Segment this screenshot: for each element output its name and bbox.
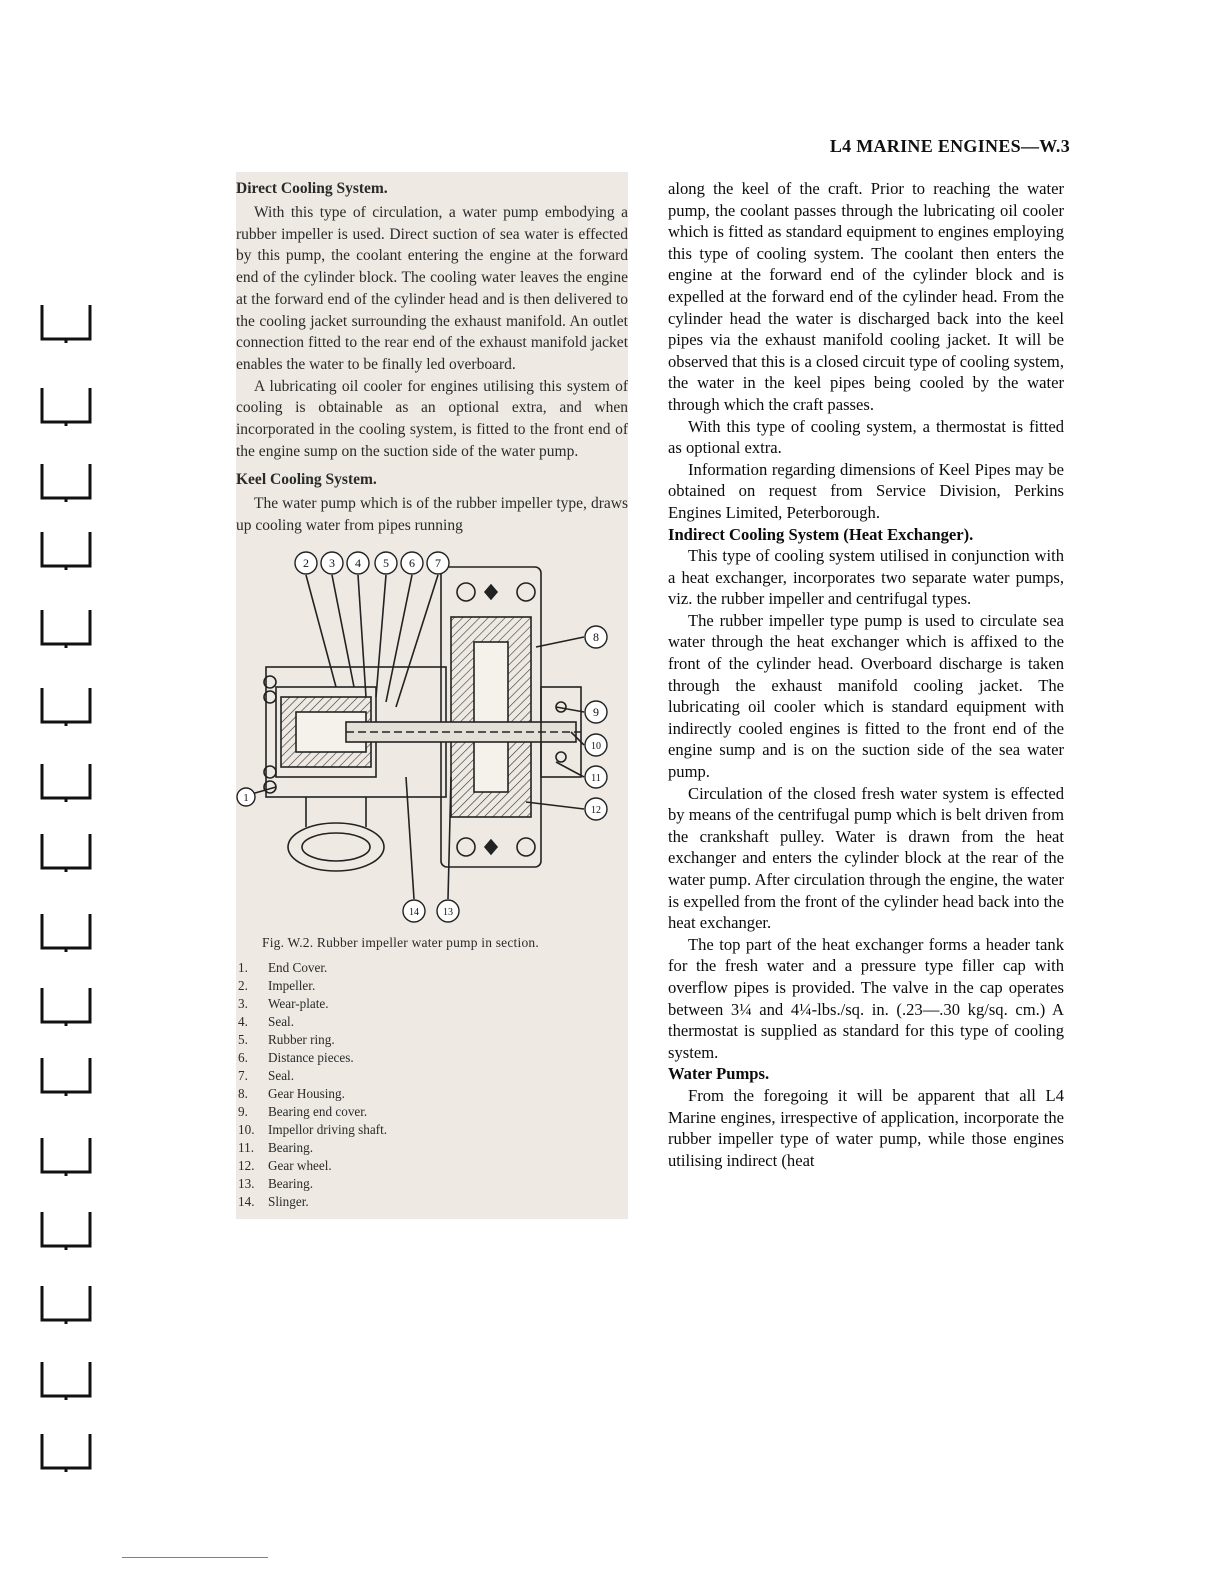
heading-indirect-cooling: Indirect Cooling System (Heat Exchanger). [668, 524, 974, 544]
legend-item: 11. Bearing. [238, 1139, 314, 1155]
legend-item: 6. Distance pieces. [238, 1049, 354, 1065]
svg-text:4: 4 [355, 555, 361, 570]
svg-text:8: 8 [593, 629, 599, 644]
legend-item: 12. Gear wheel. [238, 1157, 332, 1173]
heading-keel-cooling: Keel Cooling System. [236, 471, 377, 489]
callout-10 [585, 734, 607, 756]
callout-6 [401, 552, 423, 574]
binder-mark-icon [40, 303, 92, 343]
svg-text:9: 9 [593, 704, 599, 719]
legend-item: 7. Seal. [238, 1067, 295, 1083]
binder-mark-icon [40, 832, 92, 872]
binder-mark-icon [40, 1136, 92, 1176]
figure-caption: Fig. W.2. Rubber impeller water pump in section. [262, 934, 539, 950]
callout-2 [295, 552, 317, 574]
paragraph: along the keel of the craft. Prior to reaching the water pump, the coolant passes through the lubricating oil cooler which is fitted as standard equipment to engines employing this type of cooling system. The coolant then enters the engine at the forward end of the cylinder block and is expelled at the forward end of the cylinder head. From the cylinder head the water is discharged back into the keel pipes via the exhaust manifold cooling jacket. It will be observed that this is a closed circuit type of cooling system, the water in the keel pipes being cooled by the water through which the craft passes. [668, 179, 1064, 414]
legend-item: 9. Bearing end cover. [238, 1103, 368, 1119]
paragraph: This type of cooling system utilised in conjunction with a heat exchanger, incorporates two separate water pumps, viz. the rubber impeller and centrifugal types. [668, 546, 1064, 609]
binder-mark-icon [40, 1432, 92, 1472]
svg-text:13: 13 [443, 906, 453, 918]
paragraph: The water pump which is of the rubber impeller type, draws up cooling water from pipes running [236, 495, 628, 535]
binder-mark-icon [40, 462, 92, 502]
pump-drawing [236, 547, 628, 927]
svg-text:11: 11 [591, 772, 601, 784]
callout-13 [437, 900, 459, 922]
paragraph: From the foregoing it will be apparent that all L4 Marine engines, irrespective of application, incorporate the rubber impeller type of water pump, while those engines utilising indirect (heat [668, 1085, 1064, 1170]
right-column [668, 178, 1064, 1171]
callout-9 [585, 701, 607, 723]
paragraph: A lubricating oil cooler for engines utilising this system of cooling is obtainable as an optional extra, and when incorporated in the cooling system, is fitted to the front end of the engine sump on the suction side of the water pump. [236, 377, 628, 460]
callout-7 [427, 552, 449, 574]
legend-item: 10. Impellor driving shaft. [238, 1121, 388, 1137]
svg-text:2: 2 [303, 555, 309, 570]
legend-item: 4. Seal. [238, 1013, 295, 1029]
binder-mark-icon [40, 1056, 92, 1096]
binder-mark-icon [40, 986, 92, 1026]
svg-text:14: 14 [409, 906, 419, 918]
callout-3 [321, 552, 343, 574]
legend-item: 2. Impeller. [238, 977, 316, 993]
legend-item: 14. Slinger. [238, 1193, 309, 1209]
paragraph: With this type of circulation, a water pump embodying a rubber impeller is used. Direct suction of sea water is effected by this pump, the coolant entering the engine at the forward end of the cylinder block. The cooling water leaves the engine at the forward end of the cylinder head and is then delivered to the cooling jacket surrounding the exhaust manifold. An outlet connection fitted to the rear end of the exhaust manifold jacket enables the water to be finally led overboard. [236, 204, 628, 373]
callout-12 [585, 798, 607, 820]
paragraph: Circulation of the closed fresh water system is effected by means of the centrifugal pump which is belt driven from the crankshaft pulley. Water is drawn from the heat exchanger and enters the cylinder block at the rear of the water pump. After circulation through the engine, the water is expelled from the front of the cylinder head back into the heat exchanger. [668, 783, 1064, 933]
paragraph: With this type of cooling system, a thermostat is fitted as optional extra. [668, 416, 1064, 458]
binder-mark-icon [40, 762, 92, 802]
callout-14 [403, 900, 425, 922]
svg-text:6: 6 [409, 555, 415, 570]
binder-mark-icon [40, 608, 92, 648]
running-head: L4 MARINE ENGINES—W.3 [829, 136, 1070, 156]
heading-water-pumps: Water Pumps. [668, 1064, 770, 1084]
callout-5 [375, 552, 397, 574]
svg-text:7: 7 [435, 555, 441, 570]
heading-direct-cooling: Direct Cooling System. [236, 180, 388, 197]
svg-text:1: 1 [243, 791, 249, 804]
svg-text:3: 3 [329, 555, 335, 570]
legend-item: 3. Wear-plate. [238, 995, 329, 1011]
binder-mark-icon [40, 686, 92, 726]
callout-4 [347, 552, 369, 574]
binder-mark-icon [40, 1284, 92, 1324]
binder-mark-icon [40, 1210, 92, 1250]
binder-mark-icon [40, 912, 92, 952]
svg-text:12: 12 [591, 804, 601, 816]
callout-11 [585, 766, 607, 788]
callout-1 [237, 788, 255, 806]
pump-section-diagram [236, 547, 628, 927]
legend-item: 8. Gear Housing. [238, 1085, 345, 1101]
legend-item: 13. Bearing. [238, 1175, 314, 1191]
svg-text:5: 5 [383, 555, 389, 570]
legend-item: 1. End Cover. [238, 959, 328, 975]
paragraph: The top part of the heat exchanger forms a header tank for the fresh water and a pressure type filler cap with overflow pipes is provided. The valve in the cap operates between 3¼ and 4¼-lbs./sq. in. (.23—.30 kg/sq. cm.) A thermostat is supplied as standard for this type of cooling system. [668, 934, 1064, 1062]
binder-mark-icon [40, 386, 92, 426]
svg-text:10: 10 [591, 740, 601, 752]
binder-mark-icon [40, 1360, 92, 1400]
left-column [236, 172, 628, 1219]
binder-mark-icon [40, 530, 92, 570]
paragraph: Information regarding dimensions of Keel Pipes may be obtained on request from Service Division, Perkins Engines Limited, Peterborough. [668, 459, 1064, 522]
paragraph: The rubber impeller type pump is used to circulate sea water through the heat exchanger which is affixed to the front of the cylinder head. Overboard discharge is taken through the exhaust manifold cooling jacket. The lubricating oil cooler which is standard equipment with indirectly cooled engines is fitted to the front end of the engine sump and is on the suction side of the sea water pump. [668, 610, 1064, 782]
legend-item: 5. Rubber ring. [238, 1031, 335, 1047]
figure-legend [236, 959, 628, 1219]
footnote-rule [122, 1557, 268, 1558]
callout-8 [585, 626, 607, 648]
